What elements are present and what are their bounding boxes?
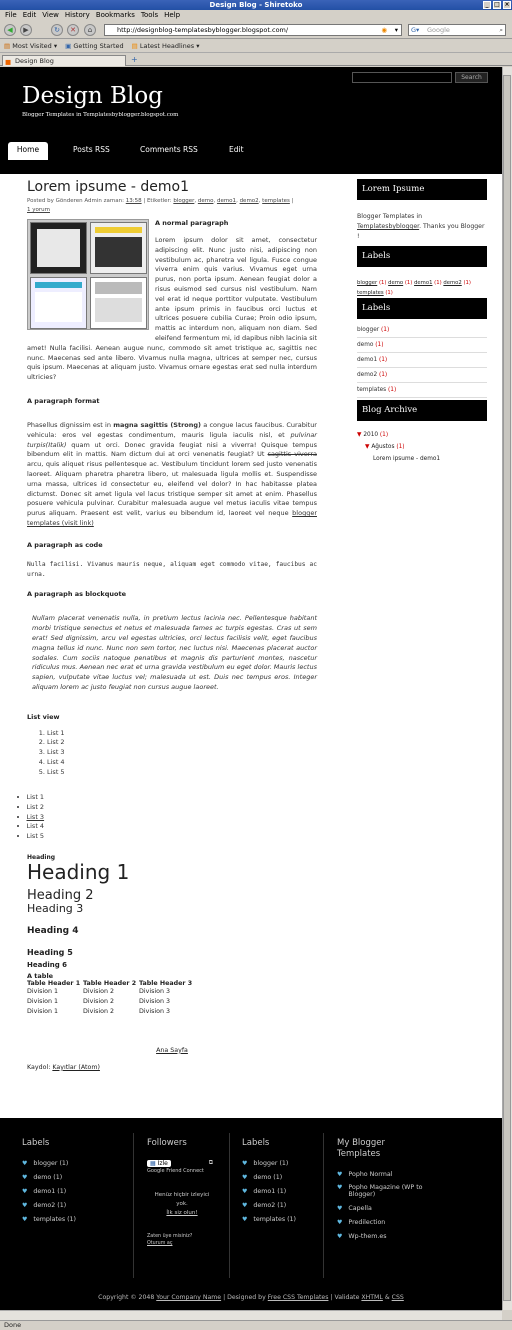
bookmark-latest-headlines[interactable]: ▤ Latest Headlines ▾ xyxy=(131,42,200,50)
ordered-list xyxy=(47,729,317,778)
web-page xyxy=(0,67,502,1320)
table-row xyxy=(27,1007,199,1017)
window-titlebar xyxy=(0,0,512,10)
footer-label-item[interactable]: ♥ demo1 (1) xyxy=(22,1188,67,1195)
bullet-icon: ♥ xyxy=(22,1188,28,1195)
heading-normal-paragraph: A normal paragraph xyxy=(155,219,229,227)
menu-bookmarks[interactable]: Bookmarks xyxy=(95,11,135,19)
search-placeholder: Google xyxy=(427,26,450,34)
post-title[interactable]: Lorem ipsume - demo1 xyxy=(27,179,190,195)
home-icon[interactable]: ⌂ xyxy=(84,24,96,36)
menu-history[interactable]: History xyxy=(64,11,90,19)
table-cell: Division 2 xyxy=(83,1008,114,1016)
url-text: http://designblog-templatesbyblogger.blogspot.com/ xyxy=(117,26,289,34)
footer-followers xyxy=(147,1138,217,1247)
footer-label-item[interactable]: ♥ blogger (1) xyxy=(22,1160,69,1167)
bullet-icon: ♥ xyxy=(22,1174,28,1181)
main-content xyxy=(27,179,317,1071)
reload-icon[interactable]: ↻ xyxy=(51,24,63,36)
template-link[interactable]: ♥ Predilection xyxy=(337,1219,386,1226)
table-cell: Division 1 xyxy=(27,988,58,996)
heading-table: A table xyxy=(27,971,54,980)
bookmark-most-visited[interactable]: ▤ Most Visited ▾ xyxy=(4,42,58,50)
bullet-icon: ♥ xyxy=(337,1171,343,1178)
post-time-link[interactable]: 13:58 xyxy=(125,198,142,204)
footer xyxy=(0,1118,502,1320)
gfc-icon: ▦ xyxy=(150,1159,156,1167)
google-icon: G▾ xyxy=(411,26,420,34)
heading-code: A paragraph as code xyxy=(27,540,103,549)
bullet-icon: ♥ xyxy=(337,1184,343,1191)
post-image xyxy=(27,219,149,330)
sidebar-title-labels: Labels xyxy=(357,246,487,267)
heading-2: Heading 2 xyxy=(27,887,94,903)
cloud-label[interactable]: templates xyxy=(357,290,384,296)
cloud-label[interactable]: demo2 xyxy=(443,280,462,286)
tab-design-blog[interactable]: ■ Design Blog xyxy=(2,55,126,66)
sidebar-label-item[interactable]: templates (1) xyxy=(357,383,487,398)
list-item: • List 5 xyxy=(17,832,317,842)
nav-comments-rss[interactable]: Comments RSS xyxy=(140,145,198,154)
menu-help[interactable]: Help xyxy=(164,11,181,19)
footer-labels xyxy=(22,1138,76,1227)
list-item: 4. List 4 xyxy=(47,758,317,768)
list-item: • List 4 xyxy=(17,822,317,832)
comments-link[interactable]: 1 yorum xyxy=(27,207,50,213)
company-link[interactable]: Your Company Name xyxy=(156,1294,222,1301)
table-cell: Division 1 xyxy=(27,998,58,1006)
rss-icon: ▤ xyxy=(131,42,138,50)
footer-label-item[interactable]: ♥ demo (1) xyxy=(22,1174,63,1181)
label-link[interactable]: demo2 xyxy=(239,198,259,204)
code-paragraph: Nulla facilisi. Vivamus mauris neque, aliquam eget commodo vitae, faucibus ac urna. xyxy=(27,560,317,578)
footer-label-item[interactable]: ♥ demo1 (1) xyxy=(242,1188,287,1195)
menu-file[interactable]: File xyxy=(5,11,17,19)
member-text: Zaten üye misiniz? Oturum aç xyxy=(147,1234,193,1246)
heading-1: Heading 1 xyxy=(27,859,130,884)
designer-link[interactable]: Free CSS Templates xyxy=(267,1294,329,1301)
nav-home[interactable]: Home xyxy=(8,142,48,160)
bullet-icon: ♥ xyxy=(22,1160,28,1167)
maximize-icon[interactable]: □ xyxy=(494,1,500,8)
unordered-list xyxy=(17,793,317,842)
bullet-icon: ♥ xyxy=(337,1233,343,1240)
xhtml-link[interactable]: XHTML xyxy=(361,1294,383,1301)
data-table xyxy=(27,980,199,1017)
blog-search-button[interactable]: Search xyxy=(455,72,488,83)
label-link[interactable]: demo xyxy=(197,198,214,204)
footer-label-item[interactable]: ♥ demo (1) xyxy=(242,1174,283,1181)
bullet-icon: ♥ xyxy=(242,1216,248,1223)
template-link[interactable]: ♥ Popho Magazine (WP to Blogger) xyxy=(337,1182,437,1202)
footer-label-item[interactable]: ♥ templates (1) xyxy=(22,1216,77,1223)
bullet-icon: ♥ xyxy=(22,1202,28,1209)
close-icon[interactable]: × xyxy=(504,1,510,8)
footer-label-item[interactable]: ♥ demo2 (1) xyxy=(22,1202,67,1209)
sign-in-link[interactable]: Oturum aç xyxy=(147,1241,173,1246)
status-text: Done xyxy=(4,1321,22,1329)
page-icon: ▣ xyxy=(65,42,72,50)
cloud-label[interactable]: demo xyxy=(388,280,404,286)
rss-icon[interactable]: ◉ xyxy=(381,26,387,34)
subscribe: Kaydol: Kayıtlar (Atom) xyxy=(27,1063,100,1071)
archive-post[interactable]: Lorem ipsume - demo1 xyxy=(373,456,441,462)
bookmarks-toolbar xyxy=(0,40,512,53)
table-cell: Division 2 xyxy=(83,998,114,1006)
sidebar-label-item[interactable]: demo1 (1) xyxy=(357,353,487,368)
bullet-icon: ♥ xyxy=(242,1202,248,1209)
sidebar-label-item[interactable]: blogger (1) xyxy=(357,323,487,338)
sidebar-label-item[interactable]: demo2 (1) xyxy=(357,368,487,383)
label-cloud: blogger (1) demo (1) demo1 (1) demo2 (1) templates (1) xyxy=(357,280,471,296)
footer-my-templates xyxy=(337,1138,437,1244)
blog-description: Blogger Templates in Templatesbyblogger.blogspot.com xyxy=(22,112,179,118)
search-icon[interactable]: ⌕ xyxy=(499,26,503,34)
scrollbar-thumb[interactable] xyxy=(503,75,511,1301)
footer-label-item[interactable]: ♥ blogger (1) xyxy=(242,1160,289,1167)
footer-title-templates: My Blogger Templates xyxy=(337,1138,385,1159)
triangle-down-icon[interactable]: ▼ xyxy=(357,432,362,438)
bullet-icon: ♥ xyxy=(242,1160,248,1167)
blockquote: Nullam placerat venenatis nulla, in pretium lectus lacinia nec. Pellentesque habitant morbi tristique senectus et netus et malesuada fames ac turpis egestas. Cras ut sem erat! Sed dignissim, arcu vel egestas ultricies, orci lectus facilisis velit, eget faucibus magna tellus id nunc. Nunc non sem tortor, nec luctus nisi. Maecenas placerat auctor sodales. Cum sociis natoque penatibus et magnis dis parturient montes, nascetur ridiculus mus. Aenean nec erat et urna gravida vestibulum eu eget dolor. Mauris lectus sapien, vulputate vitae luctus vel; malesuada ut est. Duis nec tempus eros. Integer aliquam lorem ac justo feugiat non cursus augue laoreet. xyxy=(32,614,317,691)
sidebar xyxy=(357,179,487,465)
nav-edit[interactable]: Edit xyxy=(229,145,244,154)
new-tab-icon[interactable]: + xyxy=(131,55,138,64)
table-cell: Division 3 xyxy=(139,998,170,1006)
blog-search-input[interactable] xyxy=(352,72,452,83)
menu-bar xyxy=(0,10,512,21)
heading-6: Heading 6 xyxy=(27,960,68,969)
footer-label-item[interactable]: ♥ templates (1) xyxy=(242,1216,297,1223)
heading-5: Heading 5 xyxy=(27,947,73,957)
footer-divider xyxy=(133,1133,134,1278)
list-item[interactable]: • List 3 xyxy=(17,813,317,823)
table-header: Table Header 1 xyxy=(27,979,81,987)
footer-title-followers: Followers xyxy=(147,1138,187,1148)
footer-divider xyxy=(229,1133,230,1278)
stop-icon[interactable]: ✕ xyxy=(67,24,79,36)
triangle-down-icon[interactable]: ▼ xyxy=(365,444,370,450)
list-item: 5. List 5 xyxy=(47,768,317,778)
blog-title[interactable]: Design Blog xyxy=(22,83,163,109)
folder-icon: ▤ xyxy=(4,42,11,50)
atom-feed-link[interactable]: Kayıtlar (Atom) xyxy=(52,1063,100,1071)
list-item: • List 2 xyxy=(17,803,317,813)
template-link[interactable]: ♥ Popho Normal xyxy=(337,1171,393,1178)
table-row xyxy=(27,987,199,997)
footer-title-labels-2: Labels xyxy=(242,1138,270,1148)
sidebar-title-archive: Blog Archive xyxy=(357,400,487,421)
heading-4: Heading 4 xyxy=(27,925,79,936)
menu-view[interactable]: View xyxy=(42,11,59,19)
sidebar-title-labels-2: Labels xyxy=(357,298,487,319)
list-item: 1. List 1 xyxy=(47,729,317,739)
list-item: 3. List 3 xyxy=(47,748,317,758)
label-link[interactable]: templates xyxy=(262,198,290,204)
gfc-label: Google Friend Connect xyxy=(147,1168,204,1174)
list-item: 2. List 2 xyxy=(47,738,317,748)
table-row xyxy=(27,997,199,1007)
menu-edit[interactable]: Edit xyxy=(22,11,37,19)
table-cell: Division 2 xyxy=(83,988,114,996)
follow-button[interactable]: ▦ İzle xyxy=(147,1160,171,1167)
template-link[interactable]: ♥ Capella xyxy=(337,1205,372,1212)
copyright: Copyright © 2048 Your Company Name | Designed by Free CSS Templates | Validate XHTML & CSS xyxy=(98,1294,404,1301)
post-meta: Posted by Gönderen Admin zaman: 13:58 | Etiketler: blogger, demo, demo1, demo2, templates | 1 yorum xyxy=(27,198,294,213)
menu-tools[interactable]: Tools xyxy=(140,11,159,19)
be-first-link[interactable]: İlk siz olun! xyxy=(166,1210,198,1216)
bullet-icon: ♥ xyxy=(242,1174,248,1181)
back-icon[interactable]: ◀ xyxy=(4,24,16,36)
label-link[interactable]: demo1 xyxy=(216,198,237,204)
nav-posts-rss[interactable]: Posts RSS xyxy=(73,145,110,154)
label-link[interactable]: blogger xyxy=(173,198,195,204)
blogger-templates-link[interactable]: blogger templates (visit link) xyxy=(27,509,317,527)
footer-divider xyxy=(323,1133,324,1278)
bullet-icon: ♥ xyxy=(22,1216,28,1223)
cloud-label[interactable]: blogger xyxy=(357,280,378,286)
sidebar-title-lorem: Lorem Ipsume xyxy=(357,179,487,200)
home-page-link[interactable]: Ana Sayfa xyxy=(156,1046,188,1054)
list-item: • List 1 xyxy=(17,793,317,803)
window-title: Design Blog - Shiretoko xyxy=(209,1,303,9)
bullet-icon: ♥ xyxy=(337,1219,343,1226)
sidebar-label-item[interactable]: demo (1) xyxy=(357,338,487,353)
blog-header xyxy=(0,67,502,174)
bookmark-getting-started[interactable]: ▣ Getting Started xyxy=(65,42,124,50)
popout-icon[interactable]: ⧉ xyxy=(208,1159,213,1166)
heading-list-view: List view xyxy=(27,712,60,721)
bullet-icon: ♥ xyxy=(337,1205,343,1212)
footer-labels-2 xyxy=(242,1138,296,1227)
heading-paragraph-format: A paragraph format xyxy=(27,396,100,405)
status-bar xyxy=(0,1320,512,1330)
no-followers-text: Henüz hiçbir izleyici yok. İlk siz olun! xyxy=(154,1192,210,1216)
horizontal-scrollbar[interactable] xyxy=(0,1310,502,1320)
table-cell: Division 1 xyxy=(27,1008,58,1016)
templatesbyblogger-link[interactable]: Templatesbyblogger xyxy=(357,223,420,230)
browser-search-input[interactable] xyxy=(408,24,506,36)
blog-archive xyxy=(357,429,487,465)
heading-3: Heading 3 xyxy=(27,901,84,915)
table-header: Table Header 2 xyxy=(83,979,137,987)
forward-icon[interactable]: ▶ xyxy=(20,24,32,36)
blogger-icon: ■ xyxy=(5,58,12,66)
table-cell: Division 3 xyxy=(139,1008,170,1016)
heading-blockquote: A paragraph as blockquote xyxy=(27,590,127,599)
normal-paragraph: Lorem ipsum dolor sit amet, consectetur adipiscing elit. Nunc justo nisi, adipiscing non vestibulum ac, pharetra vel ligula. Fusce congue viverra enim quis varius. Vivamus eget urna purus, non porta ipsum. Aenean feugiat dolor a risus euismod sed cursus nisl vestibulum. Nam vel erat id neque porttitor vulputate. Vestibulum ante ipsum primis in faucibus orci luctus et ultrices posuere cubilia Curae; Proin odio ipsum, mattis ac interdum non, aliquam non diam. Sed eleifend fermentum mi, id dapibus nibh lacinia sit amet! Nulla facilisi. Aenean augue nunc, commodo sit amet tristique ac, sagittis nec nunc. Maecenas sed ante libero. Vivamus nulla magna, ultrices at semper nec, cursus quis ipsum. Maecenas at aliquam justo. Vivamus ornare egestas erat sed nulla interdum ultricies? xyxy=(27,236,317,382)
minimize-icon[interactable]: _ xyxy=(483,1,491,9)
sidebar-text: Blogger Templates in Templatesbyblogger. Thanks you Blogger ! xyxy=(357,213,485,240)
url-bar[interactable] xyxy=(104,24,402,36)
table-header: Table Header 3 xyxy=(139,979,193,987)
formatted-paragraph: Phasellus dignissim est in magna sagittis (Strong) a congue lacus faucibus. Curabitur vehicula: eros vel egestas condimentum, mauris ligula iaculis nisl, et pulvinar turpis(Italik) quam ut orci. Donec gravida feugiat nisi a viverra! Quisque tempus bibendum elit in mattis. Nam dictum dui at orci venenatis feugiat? Ut sagittis viverra arcu, quis aliquet risus pellentesque ac. Vestibulum tincidunt lorem sed justo venenatis laoreet. Aliquam pharetra pharetra libero, ut malesuada ligula mollis et. Suspendisse urna massa, ultrices id consectetur eu, eleifend vel dolor? In hac habitasse platea dictumst. Donec sit amet ligula vel lacus tristique semper sit amet at enim. Phasellus posuere vehicula pulvinar. Curabitur malesuada augue vel metus iaculis vitae tempus purus aliquam. Praesent est velit, varius eu bibendum id, laoreet vel neque blogger templates (visit link) xyxy=(27,420,317,527)
footer-label-item[interactable]: ♥ demo2 (1) xyxy=(242,1202,287,1209)
archive-year[interactable]: ▼ 2010 (1) xyxy=(357,432,389,438)
css-link[interactable]: CSS xyxy=(391,1294,404,1301)
archive-month[interactable]: ▼ Ağustos (1) xyxy=(365,444,405,450)
url-dropdown-icon[interactable]: ▾ xyxy=(394,26,398,34)
footer-title-labels: Labels xyxy=(22,1138,50,1148)
cloud-label[interactable]: demo1 xyxy=(414,280,433,286)
table-cell: Division 3 xyxy=(139,988,170,996)
template-link[interactable]: ♥ Wp-them.es xyxy=(337,1233,387,1240)
bullet-icon: ♥ xyxy=(242,1188,248,1195)
heading-tiny: Heading xyxy=(27,853,56,861)
